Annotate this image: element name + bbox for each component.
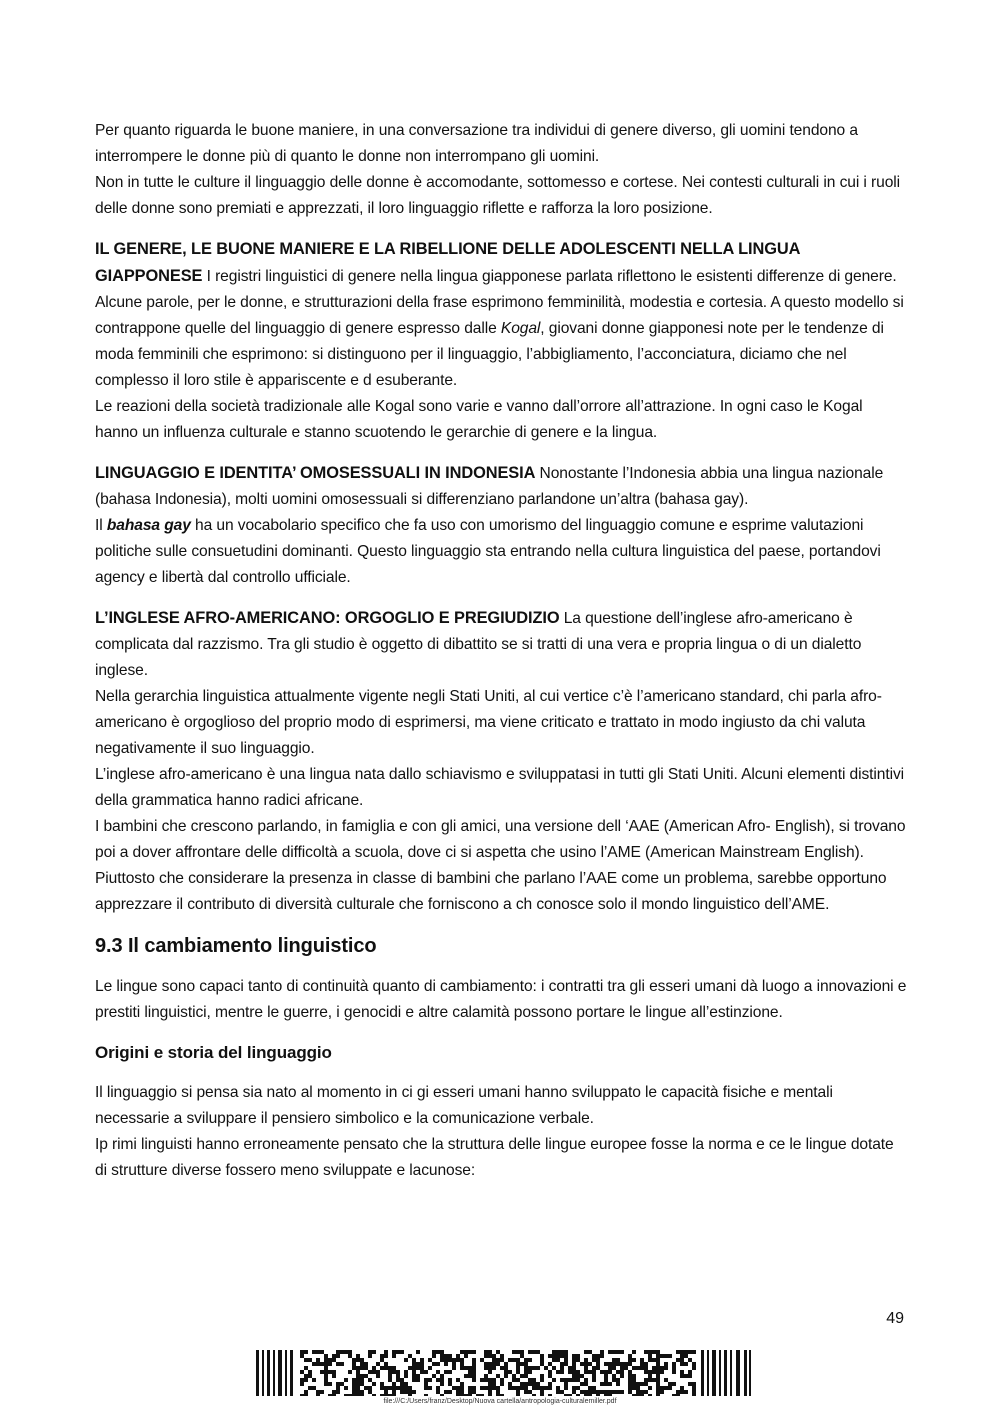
paragraph-aae-origins: L’inglese afro-americano è una lingua nata dallo schiavismo e sviluppatasi in tutti gli Stati Uniti. Alcuni elementi distintivi della grammatica hanno radici africane. bbox=[95, 766, 905, 809]
section-japan-text-a: I registri linguistici di genere nella lingua giapponese parlata riflettono le esistenti differenze di genere. Alcune parole, per le donne, e strutturazioni della frase esprimono femminilità, modestia e cortesia. A questo modello si contrappone quelle del linguaggio di genere espresso dalle bbox=[95, 268, 904, 337]
bahasa-gay-term: bahasa gay bbox=[106, 517, 191, 534]
section-indonesia bbox=[95, 460, 907, 513]
section-aae bbox=[95, 605, 907, 684]
paragraph-kogal-reactions: Le reazioni della società tradizionale alle Kogal sono varie e vanno dall’orrore all’attrazione. In ogni caso le Kogal hanno un influenza culturale e stanno scuotendo le gerarchie di genere e la lingua. bbox=[95, 398, 863, 441]
paragraph-origins-1: Il linguaggio si pensa sia nato al momento in ci gi esseri umani hanno sviluppato le capacità fisiche e mentali necessarie a sviluppare il pensiero simbolico e la comunicazione verbale. bbox=[95, 1084, 833, 1127]
kogal-term: Kogal bbox=[500, 320, 541, 337]
section-indonesia-heading: LINGUAGGIO E IDENTITA’ OMOSESSUALI IN INDONESIA bbox=[95, 464, 536, 482]
paragraph-aae-hierarchy: Nella gerarchia linguistica attualmente vigente negli Stati Uniti, al cui vertice c’è l’americano standard, chi parla afro-americano è orgoglioso del proprio modo di esprimersi, ma viene criticato e trattato in modo ingiusto da chi valuta negativamente il suo linguaggio. bbox=[95, 688, 882, 757]
paragraph-aae-school: I bambini che crescono parlando, in famiglia e con gli amici, una versione dell ‘AAE (American Afro- English), si trovano poi a dover affrontare delle difficoltà a scuola, dove ci si aspetta che usino l’AME (American Mainstream English). Piuttosto che considerare la presenza in classe di bambini che parlano l’AAE come un problema, sarebbe opportuno apprezzare il contributo di diversità culturale che forniscono a ch conosce solo il mondo linguistico dell’AME. bbox=[95, 818, 906, 913]
paragraph-manners: Per quanto riguarda le buone maniere, in una conversazione tra individui di genere diverso, gli uomini tendono a interrompere le donne più di quanto le donne non interrompano gli uomini. bbox=[95, 122, 858, 165]
section-japan-heading: IL GENERE, LE BUONE MANIERE E LA RIBELLIONE DELLE ADOLESCENTI NELLA LINGUA GIAPPONESE bbox=[95, 240, 800, 285]
barcode-image bbox=[256, 1350, 752, 1396]
paragraph-bahasa-gay bbox=[95, 513, 907, 591]
section-aae-heading: L’INGLESE AFRO-AMERICANO: ORGOGLIO E PREGIUDIZIO bbox=[95, 609, 560, 627]
page-number: 49 bbox=[886, 1310, 904, 1327]
paragraph-origins-2: Ip rimi linguisti hanno erroneamente pensato che la struttura delle lingue europee fosse la norma e ce le lingue dotate di strutture diverse fossero meno sviluppate e lacunose: bbox=[95, 1136, 894, 1179]
bahasa-gay-text: ha un vocabolario specifico che fa uso con umorismo del linguaggio comune e esprime valutazioni politiche sulle consuetudini dominanti. Questo linguaggio sta entrando nella cultura linguistica del paese, portandovi agency e libertà dal controllo ufficiale. bbox=[95, 517, 881, 586]
origins-heading: Origini e storia del linguaggio bbox=[95, 1043, 332, 1062]
file-path: file:///C:/Users/franz/Desktop/Nuova cartella/antropologia-culturalemiller.pdf bbox=[383, 1398, 617, 1405]
section-aae-text-a: La questione dell’inglese afro-americano è complicata dal razzismo. Tra gli studio è oggetto di dibattito se si tratti di una vera e propria lingua o di un dialetto inglese. bbox=[95, 610, 862, 679]
section-93-heading: 9.3 Il cambiamento linguistico bbox=[95, 935, 377, 957]
paragraph-language-change: Le lingue sono capaci tanto di continuità quanto di cambiamento: i contratti tra gli esseri umani dà luogo a innovazioni e prestiti linguistici, mentre le guerre, i genocidi e altre calamità possono portare le lingue all’estinzione. bbox=[95, 978, 907, 1021]
bahasa-gay-il: Il bbox=[95, 517, 107, 534]
section-indonesia-text-a: Nonostante l’Indonesia abbia una lingua nazionale (bahasa Indonesia), molti uomini omosessuali si differenziano parlandone un’altra (bahasa gay). bbox=[95, 465, 884, 508]
page-body bbox=[95, 118, 907, 1184]
section-japan-text-b: , giovani donne giapponesi note per le tendenze di moda femminili che esprimono: si distinguono per il linguaggio, l’abbigliamento, l’acconciatura, diciamo che nel complesso il loro stile è appariscente e d esuberante. bbox=[95, 320, 884, 389]
paragraph-cultures: Non in tutte le culture il linguaggio delle donne è accomodante, sottomesso e cortese. Nei contesti culturali in cui i ruoli delle donne sono premiati e apprezzati, il loro linguaggio riflette e rafforza la loro posizione. bbox=[95, 174, 900, 217]
section-japan bbox=[95, 236, 907, 394]
